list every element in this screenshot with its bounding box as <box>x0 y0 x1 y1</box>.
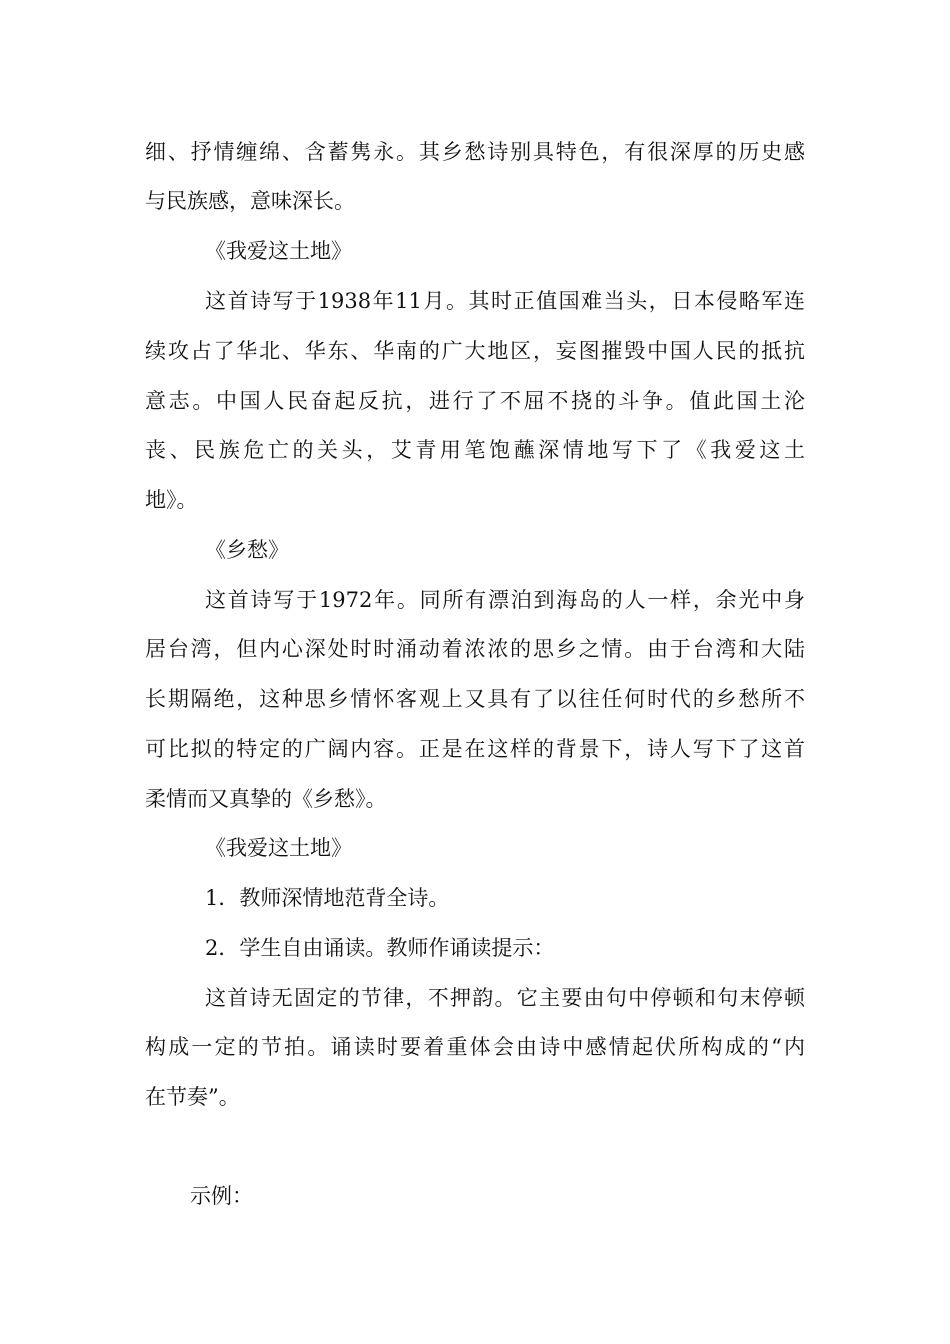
text-line-7: 丧、民族危亡的关头，艾青用笔饱蘸深情地写下了《我爱这土 <box>145 438 805 462</box>
text-line-8: 地》。 <box>145 488 198 512</box>
example-label: 示例： <box>190 1184 253 1208</box>
section-title-wo-ai-zhe-tudi-2: 《我爱这土地》 <box>205 836 352 860</box>
text-line-4: 这首诗写于1938年11月。其时正值国难当头，日本侵略军连 <box>205 289 805 313</box>
text-line-12: 长期隔绝，这种思乡情怀客观上又具有了以往任何时代的乡愁所不 <box>145 687 805 711</box>
text-line-1: 细、抒情缠绵、含蓄隽永。其乡愁诗别具特色，有很深厚的历史感 <box>145 140 805 164</box>
text-line-10: 这首诗写于1972年。同所有漂泊到海岛的人一样，余光中身 <box>205 588 805 612</box>
text-line-19: 构成一定的节拍。诵读时要着重体会由诗中感情起伏所构成的“内 <box>145 1035 805 1059</box>
section-title-xiang-chou: 《乡愁》 <box>205 538 289 562</box>
text-line-6: 意志。中国人民奋起反抗，进行了不屈不挠的斗争。值此国土沦 <box>145 389 805 413</box>
text-line-2: 与民族感，意味深长。 <box>145 189 355 213</box>
text-line-5: 续攻占了华北、华东、华南的广大地区，妄图摧毁中国人民的抵抗 <box>145 339 805 363</box>
section-title-wo-ai-zhe-tudi: 《我爱这土地》 <box>205 239 352 263</box>
text-line-18: 这首诗无固定的节律，不押韵。它主要由句中停顿和句末停顿 <box>205 986 805 1010</box>
list-item-1: 1．教师深情地范背全诗。 <box>205 886 450 910</box>
text-line-20: 在节奏”。 <box>145 1085 240 1109</box>
list-item-2: 2．学生自由诵读。教师作诵读提示： <box>205 936 555 960</box>
text-line-13: 可比拟的特定的广阔内容。正是在这样的背景下，诗人写下了这首 <box>145 737 805 761</box>
text-line-11: 居台湾，但内心深处时时涌动着浓浓的思乡之情。由于台湾和大陆 <box>145 637 805 661</box>
text-line-14: 柔情而又真挚的《乡愁》。 <box>145 787 387 811</box>
